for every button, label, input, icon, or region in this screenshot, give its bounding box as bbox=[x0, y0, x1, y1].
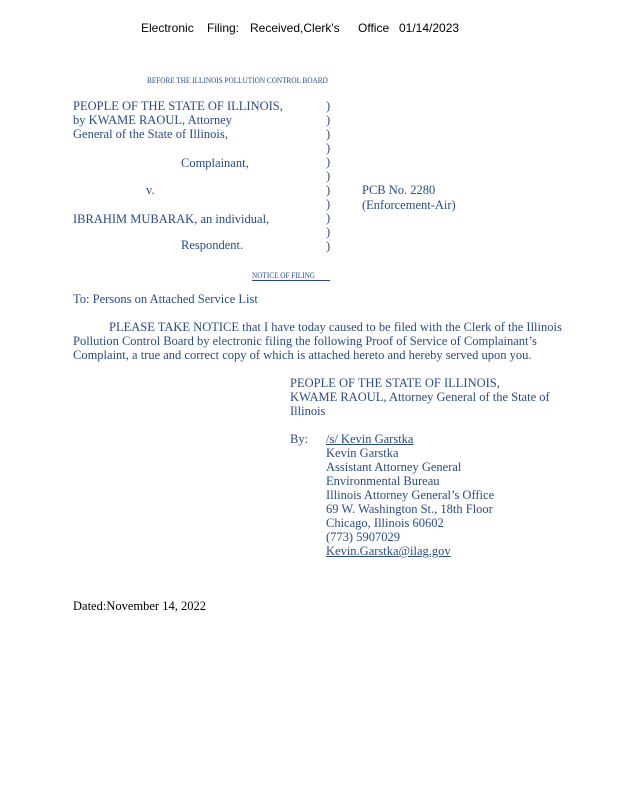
caption-paren: ) bbox=[326, 113, 331, 127]
caption-paren: ) bbox=[326, 197, 331, 211]
signer-phone: (773) 5907029 bbox=[326, 530, 400, 544]
caption-paren: ) bbox=[326, 169, 331, 183]
party1-line3: General of the State of Illinois, bbox=[73, 127, 228, 141]
caption-paren: ) bbox=[326, 183, 331, 197]
caption-paren: ) bbox=[326, 99, 331, 113]
signer-city: Chicago, Illinois 60602 bbox=[326, 516, 444, 530]
versus-label: v. bbox=[146, 183, 155, 197]
sig-org-line2: KWAME RAOUL, Attorney General of the State of bbox=[290, 390, 550, 404]
caption-paren: ) bbox=[326, 127, 331, 141]
dated-label: Dated: bbox=[73, 599, 107, 613]
signer-street: 69 W. Washington St., 18th Floor bbox=[326, 502, 493, 516]
party1-line2: by KWAME RAOUL, Attorney bbox=[73, 113, 233, 127]
header-office: Office bbox=[358, 21, 390, 35]
sig-org-line1: PEOPLE OF THE STATE OF ILLINOIS, bbox=[290, 376, 500, 390]
header-electronic: Electronic bbox=[141, 21, 194, 35]
body-line1: PLEASE TAKE NOTICE that I have today caused to be filed with the Clerk of the Illinois bbox=[109, 320, 562, 334]
header-received: Received,Clerk's bbox=[250, 21, 340, 35]
notice-title: NOTICE OF FILING bbox=[252, 270, 330, 281]
party1-line1: PEOPLE OF THE STATE OF ILLINOIS, bbox=[73, 99, 283, 113]
signer-title: Assistant Attorney General bbox=[326, 460, 462, 474]
signer-bureau: Environmental Bureau bbox=[326, 474, 440, 488]
signer-email-link[interactable]: Kevin.Garstka@ilag.gov bbox=[326, 544, 451, 558]
by-label: By: bbox=[290, 432, 309, 446]
caption-paren: ) bbox=[326, 211, 331, 225]
caption-paren: ) bbox=[326, 239, 331, 253]
board-title: BEFORE THE ILLINOIS POLLUTION CONTROL BOARD bbox=[147, 75, 328, 85]
caption-paren: ) bbox=[326, 225, 331, 239]
complainant-label: Complainant, bbox=[181, 156, 249, 170]
sig-org-line3: Illinois bbox=[290, 404, 326, 418]
caption-paren: ) bbox=[326, 141, 331, 155]
party2-line: IBRAHIM MUBARAK, an individual, bbox=[73, 212, 270, 226]
signer-office: Illinois Attorney General’s Office bbox=[326, 488, 495, 502]
body-line2: Pollution Control Board by electronic filing the following Proof of Service of Complainant’s bbox=[73, 334, 537, 348]
header-filing: Filing: bbox=[207, 21, 240, 35]
case-number: PCB No. 2280 bbox=[362, 183, 436, 197]
to-line: To: Persons on Attached Service List bbox=[73, 292, 258, 306]
case-type: (Enforcement-Air) bbox=[362, 198, 456, 212]
caption-paren: ) bbox=[326, 155, 331, 169]
body-line3: Complaint, a true and correct copy of which is attached hereto and hereby served upon you. bbox=[73, 348, 532, 362]
dated-line bbox=[73, 599, 206, 613]
respondent-label: Respondent. bbox=[181, 238, 244, 252]
signer-name: Kevin Garstka bbox=[326, 446, 399, 460]
signature-line: /s/ Kevin Garstka bbox=[326, 432, 414, 446]
header-date: 01/14/2023 bbox=[399, 21, 460, 35]
dated-value: November 14, 2022 bbox=[106, 599, 206, 613]
